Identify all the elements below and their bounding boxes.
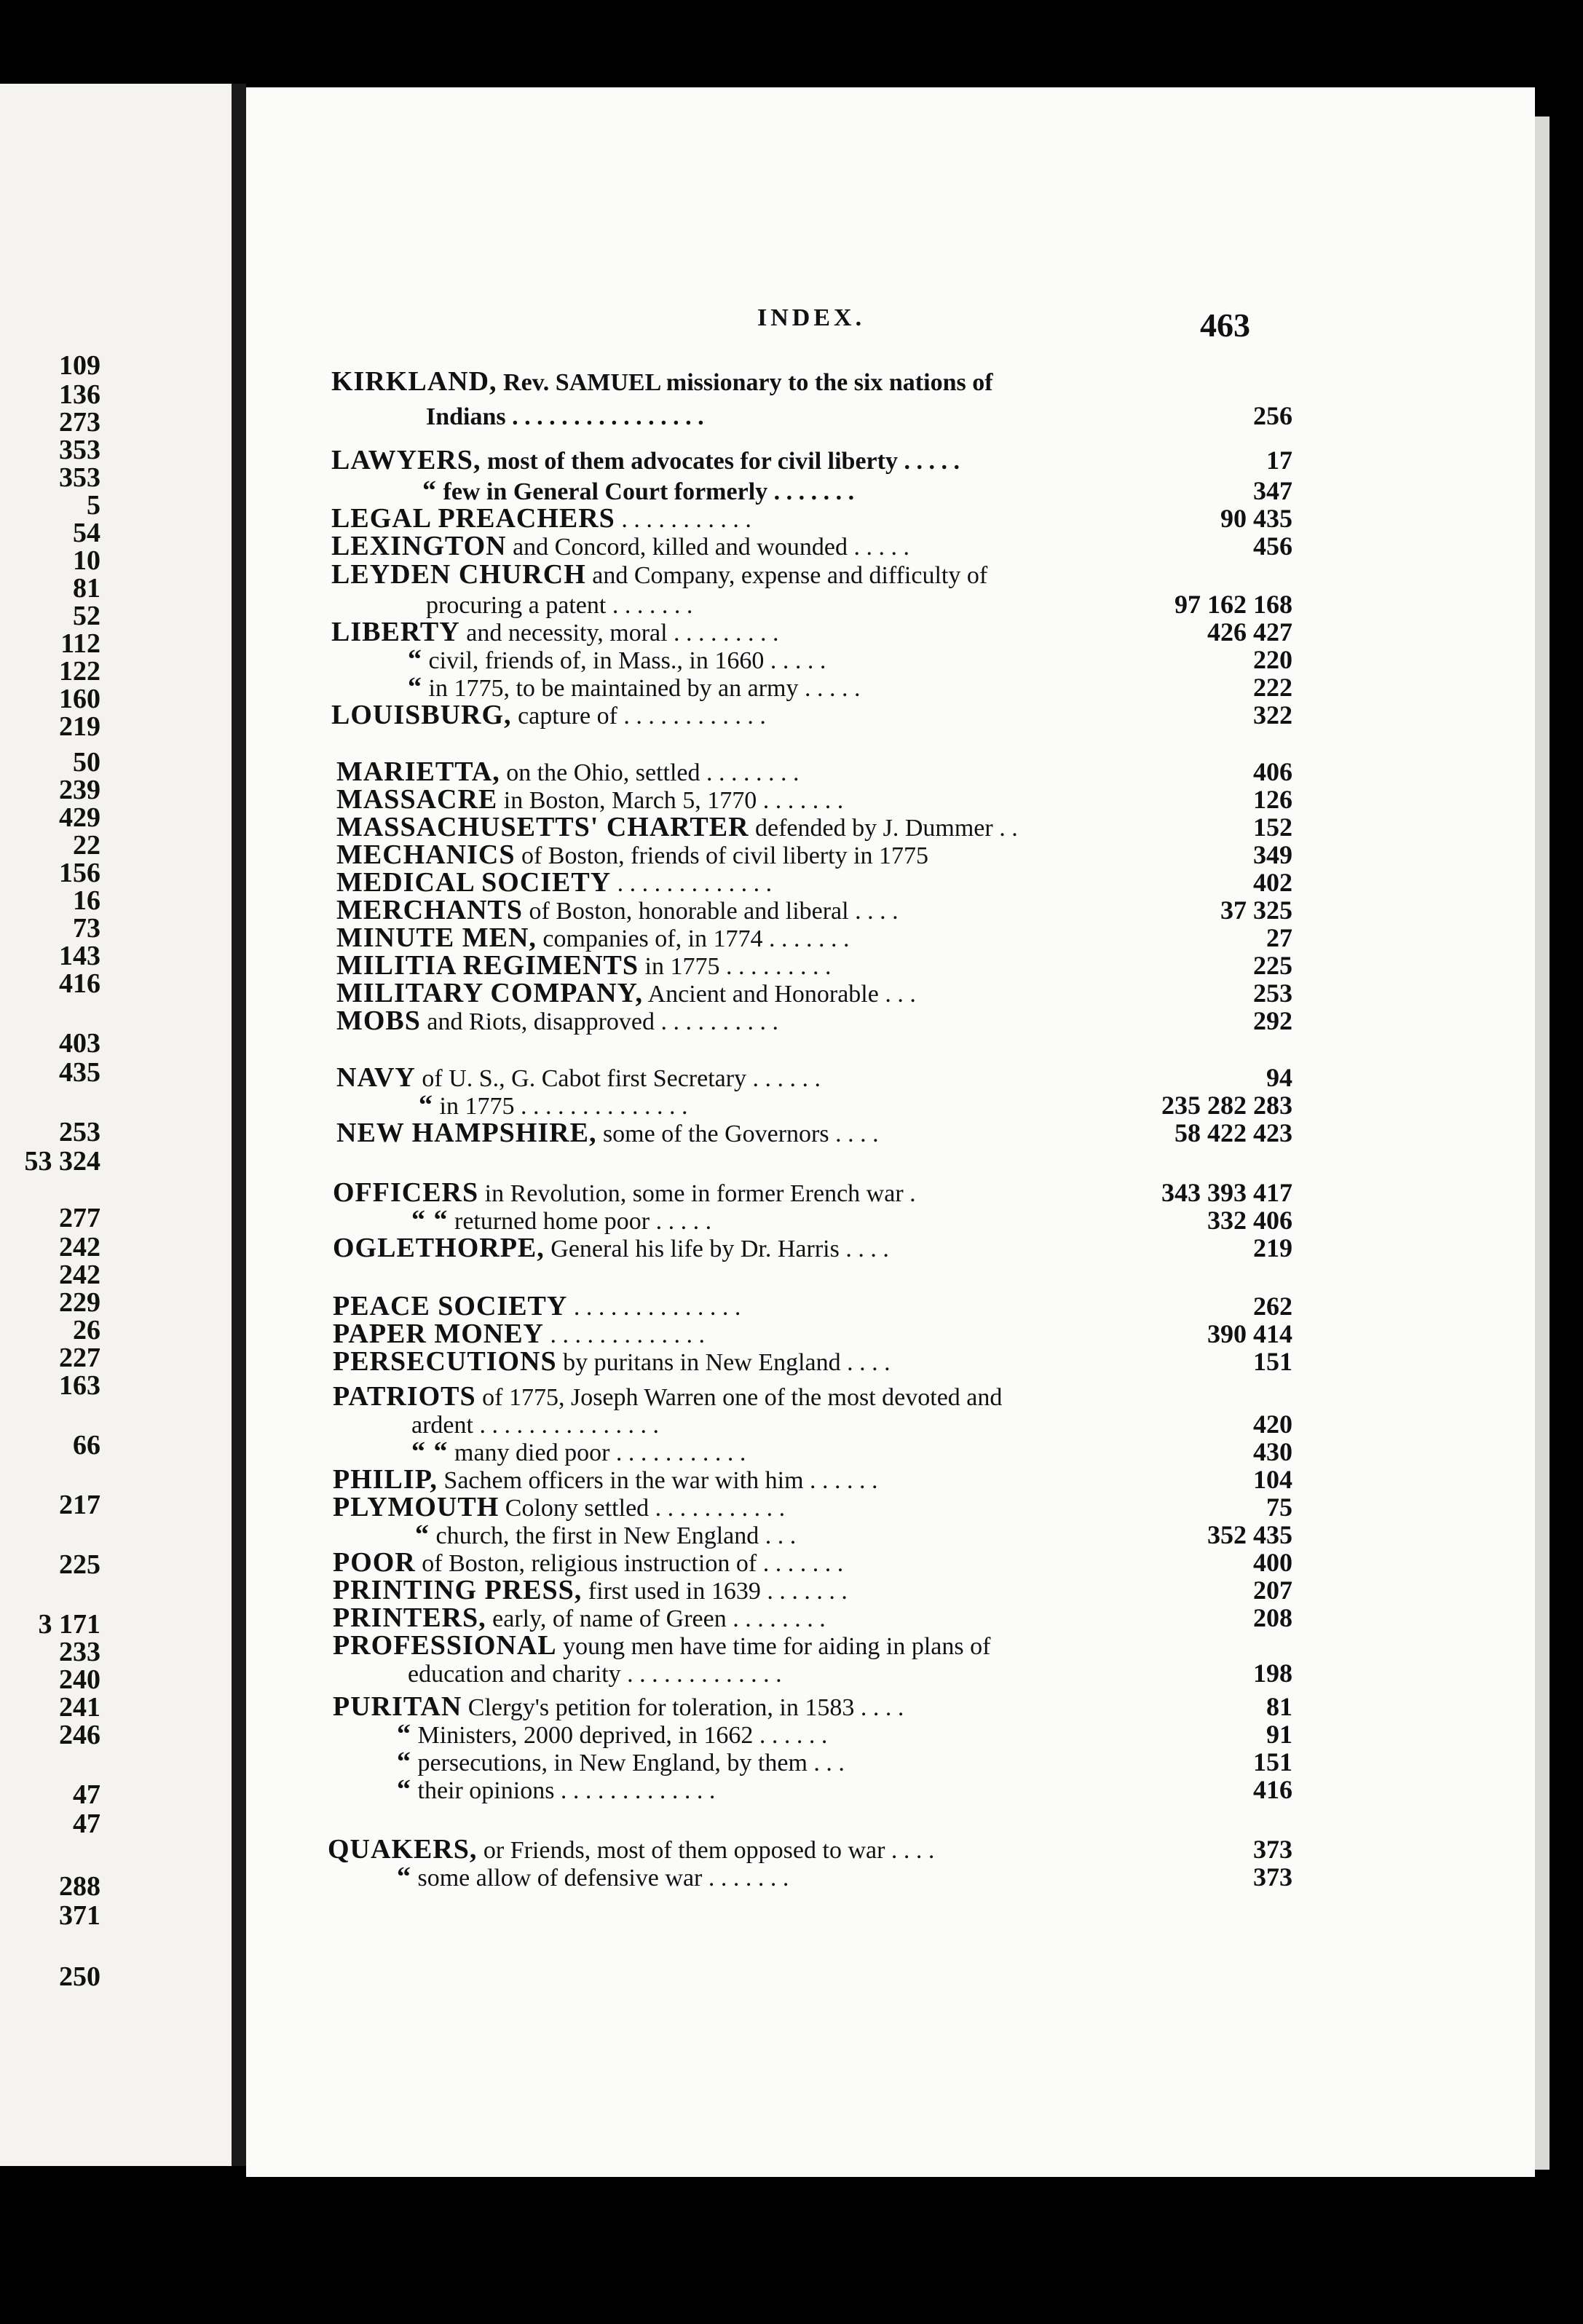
left-page-number: 22: [73, 830, 100, 861]
entry-pages: 235 282 283: [1161, 1091, 1292, 1120]
entry-description: Ancient and Honorable . . .: [643, 981, 916, 1008]
left-page-number: 217: [59, 1490, 100, 1520]
left-page-number: 66: [73, 1430, 100, 1461]
entry-description: of Boston, honorable and liberal . . . .: [523, 898, 899, 925]
left-page-number: 353: [59, 462, 100, 493]
entry-description: in 1775, to be maintained by an army . . . . .: [422, 675, 861, 702]
index-entry: [397, 1859, 1292, 1896]
left-page-number: 50: [73, 747, 100, 778]
entry-description: Clergy's petition for toleration, in 1583 . . . .: [462, 1694, 904, 1721]
left-page-number: 227: [59, 1343, 100, 1373]
entry-heading: PAPER MONEY: [333, 1319, 544, 1349]
entry-description: church, the first in New England . . .: [430, 1522, 797, 1549]
entry-heading: MERCHANTS: [336, 895, 524, 925]
entry-description: Indians . . . . . . . . . . . . . . . .: [426, 403, 704, 430]
left-page-number: 112: [60, 628, 100, 659]
entry-description: ardent . . . . . . . . . . . . . . .: [411, 1412, 659, 1439]
left-page-number: 16: [73, 885, 100, 916]
left-page-number: 122: [59, 656, 100, 687]
entry-heading: LEGAL PREACHERS: [331, 503, 615, 534]
entry-pages: 426 427: [1207, 617, 1292, 647]
entry-pages: 90 435: [1220, 504, 1292, 533]
left-page-number: 353: [59, 435, 100, 465]
entry-heading: LAWYERS,: [331, 445, 481, 475]
entry-heading: MASSACHUSETTS' CHARTER: [336, 812, 749, 842]
entry-heading: QUAKERS,: [328, 1834, 478, 1865]
entry-description: . . . . . . . . . . . . . .: [567, 1294, 741, 1321]
entry-description: . . . . . . . . . . . . .: [611, 870, 773, 897]
entry-pages: 81: [1266, 1692, 1292, 1721]
entry-heading: PRINTERS,: [333, 1602, 486, 1633]
left-page-number: 371: [59, 1900, 100, 1931]
entry-description: defended by J. Dummer . .: [749, 815, 1018, 842]
left-page-number: 10: [73, 545, 100, 576]
left-page-number: 54: [73, 518, 100, 548]
entry-heading: “: [408, 672, 422, 703]
entry-heading: PHILIP,: [333, 1464, 438, 1495]
left-page-number: 26: [73, 1315, 100, 1345]
left-page-number: 5: [87, 490, 100, 521]
entry-description: . . . . . . . . . . . . .: [544, 1321, 705, 1348]
entry-pages: 17: [1266, 446, 1292, 475]
entry-heading: “: [397, 1719, 411, 1750]
entry-description: and Company, expense and difficulty of: [585, 562, 988, 589]
left-page-number: 47: [73, 1809, 100, 1839]
entry-pages: 256: [1253, 401, 1292, 430]
entry-pages: 292: [1253, 1006, 1292, 1035]
entry-heading: MILITARY COMPANY,: [336, 978, 643, 1008]
entry-heading: MOBS: [336, 1005, 421, 1036]
entry-description: on the Ohio, settled . . . . . . . .: [500, 759, 800, 786]
entry-description: and Concord, killed and wounded . . . . .: [506, 534, 909, 561]
entry-description: most of them advocates for civil liberty . . . . .: [481, 448, 960, 475]
entry-pages: 219: [1253, 1233, 1292, 1262]
left-page-number: 109: [59, 350, 100, 381]
entry-pages: 390 414: [1207, 1319, 1292, 1348]
entry-heading: LEYDEN CHURCH: [331, 559, 586, 590]
entry-heading: OGLETHORPE,: [333, 1233, 545, 1263]
entry-pages: 91: [1266, 1720, 1292, 1749]
left-page-number: 156: [59, 858, 100, 888]
entry-description: in Revolution, some in former Erench war .: [478, 1180, 916, 1207]
entry-description: young men have time for aiding in plans of: [556, 1633, 991, 1660]
left-page-number: 160: [59, 684, 100, 714]
entry-heading: PURITAN: [333, 1691, 462, 1722]
left-page-number: 53 324: [24, 1146, 100, 1177]
entry-heading: “: [415, 1519, 430, 1550]
left-page-number: 250: [59, 1961, 100, 1992]
entry-pages: 151: [1253, 1347, 1292, 1376]
entry-heading: “ “: [411, 1205, 449, 1236]
left-page-number: 242: [59, 1260, 100, 1290]
index-entry: [331, 697, 1292, 734]
entry-heading: PLYMOUTH: [333, 1492, 500, 1522]
entry-heading: PERSECUTIONS: [333, 1346, 557, 1377]
left-page-number: 143: [59, 941, 100, 971]
entry-heading: LEXINGTON: [331, 531, 507, 561]
entry-description: returned home poor . . . . .: [448, 1208, 712, 1235]
left-page-number: 288: [59, 1871, 100, 1902]
entry-pages: 253: [1253, 979, 1292, 1008]
entry-description: in 1775 . . . . . . . . .: [639, 953, 832, 980]
entry-description: civil, friends of, in Mass., in 1660 . . . . .: [422, 647, 826, 674]
entry-heading: NAVY: [336, 1062, 416, 1093]
entry-heading: OFFICERS: [333, 1177, 479, 1208]
entry-description: early, of name of Green . . . . . . . .: [486, 1605, 826, 1632]
left-page-fragment: [0, 84, 232, 2166]
entry-heading: PEACE SOCIETY: [333, 1291, 568, 1321]
entry-description: or Friends, most of them opposed to war . . . .: [477, 1837, 935, 1864]
entry-pages: 373: [1253, 1835, 1292, 1864]
left-page-number: 47: [73, 1779, 100, 1810]
entry-pages: 373: [1253, 1862, 1292, 1892]
entry-pages: 126: [1253, 785, 1292, 814]
entry-pages: 262: [1253, 1292, 1292, 1321]
entry-pages: 58 422 423: [1175, 1118, 1292, 1147]
entry-pages: 332 406: [1207, 1206, 1292, 1235]
entry-description: their opinions . . . . . . . . . . . . .: [411, 1777, 716, 1804]
entry-description: many died poor . . . . . . . . . . .: [448, 1439, 746, 1466]
entry-description: . . . . . . . . . . .: [615, 506, 751, 533]
left-page-number: 225: [59, 1549, 100, 1580]
entry-pages: 420: [1253, 1410, 1292, 1439]
left-page-number: 136: [59, 379, 100, 410]
entry-pages: 430: [1253, 1437, 1292, 1466]
entry-heading: PATRIOTS: [333, 1381, 476, 1412]
entry-pages: 94: [1266, 1063, 1292, 1092]
entry-description: and necessity, moral . . . . . . . . .: [459, 620, 779, 647]
entry-heading: “: [397, 1862, 411, 1892]
entry-pages: 97 162 168: [1175, 590, 1292, 619]
left-page-number: 52: [73, 601, 100, 631]
entry-description: capture of . . . . . . . . . . . .: [511, 703, 766, 730]
entry-heading: MASSACRE: [336, 784, 498, 815]
index-entry: [333, 1344, 1292, 1380]
entry-heading: PRINTING PRESS,: [333, 1575, 583, 1605]
entry-description: by puritans in New England . . . .: [556, 1349, 891, 1376]
book-gutter: [232, 84, 246, 2166]
entry-description: Sachem officers in the war with him . . . . . .: [437, 1467, 878, 1494]
entry-pages: 406: [1253, 757, 1292, 786]
entry-description: companies of, in 1774 . . . . . . .: [536, 925, 850, 952]
entry-heading: PROFESSIONAL: [333, 1630, 557, 1661]
page-edge: [1535, 116, 1550, 2170]
entry-pages: 416: [1253, 1775, 1292, 1804]
entry-pages: 343 393 417: [1161, 1178, 1292, 1207]
index-entry: [333, 1230, 1292, 1267]
entry-heading: LIBERTY: [331, 617, 460, 647]
entry-description: of Boston, religious instruction of . . . . . . .: [415, 1550, 844, 1577]
left-page-number: 253: [59, 1117, 100, 1147]
left-page-number: 239: [59, 775, 100, 805]
left-page-number: 429: [59, 802, 100, 833]
entry-heading: MECHANICS: [336, 839, 516, 870]
entry-pages: 198: [1253, 1659, 1292, 1688]
entry-pages: 347: [1253, 476, 1292, 505]
left-page-number: 242: [59, 1232, 100, 1262]
entry-pages: 151: [1253, 1747, 1292, 1776]
left-page-number: 273: [59, 407, 100, 438]
entry-description: and Riots, disapproved . . . . . . . . . .: [420, 1008, 778, 1035]
entry-pages: 152: [1253, 813, 1292, 842]
entry-description: in 1775 . . . . . . . . . . . . . .: [433, 1093, 688, 1120]
left-page-number: 240: [59, 1664, 100, 1695]
entry-description: some allow of defensive war . . . . . . .: [411, 1865, 789, 1892]
entry-heading: “: [422, 475, 437, 506]
entry-heading: KIRKLAND,: [331, 366, 497, 397]
left-page-number: 229: [59, 1287, 100, 1318]
page-number: 463: [1200, 307, 1250, 344]
left-page-number: 246: [59, 1720, 100, 1750]
entry-description: of 1775, Joseph Warren one of the most devoted and: [475, 1384, 1003, 1411]
entry-pages: 222: [1253, 673, 1292, 702]
entry-description: of U. S., G. Cabot first Secretary . . . . . .: [415, 1065, 821, 1092]
left-page-number: 416: [59, 968, 100, 999]
entry-description: procuring a patent . . . . . . .: [426, 592, 693, 619]
entry-description: few in General Court formerly . . . . . . .: [437, 478, 855, 505]
entry-pages: 225: [1253, 951, 1292, 980]
left-page-number: 435: [59, 1057, 100, 1088]
index-entry: [426, 398, 1292, 435]
index-entry: [331, 364, 1292, 400]
entry-pages: 400: [1253, 1548, 1292, 1577]
left-page-number: 241: [59, 1692, 100, 1723]
entry-heading: “ “: [411, 1436, 449, 1467]
entry-pages: 37 325: [1220, 896, 1292, 925]
entry-heading: NEW HAMPSHIRE,: [336, 1118, 597, 1148]
entry-description: Rev. SAMUEL missionary to the six nations of: [497, 369, 993, 396]
entry-description: in Boston, March 5, 1770 . . . . . . .: [497, 787, 844, 814]
entry-pages: 75: [1266, 1493, 1292, 1522]
entry-description: some of the Governors . . . .: [596, 1120, 879, 1147]
entry-heading: MILITIA REGIMENTS: [336, 950, 639, 981]
entry-description: education and charity . . . . . . . . . . . . .: [408, 1661, 782, 1688]
index-entry: [336, 1003, 1292, 1040]
entry-description: first used in 1639 . . . . . . .: [582, 1578, 848, 1605]
entry-heading: MARIETTA,: [336, 756, 500, 787]
left-page-number: 219: [59, 711, 100, 742]
entry-pages: 349: [1253, 840, 1292, 869]
left-page-number: 73: [73, 913, 100, 944]
index-entry: [397, 1772, 1292, 1809]
entry-description: General his life by Dr. Harris . . . .: [544, 1236, 889, 1262]
entry-pages: 104: [1253, 1465, 1292, 1494]
left-page-number: 233: [59, 1637, 100, 1667]
entry-pages: 207: [1253, 1576, 1292, 1605]
entry-heading: MINUTE MEN,: [336, 922, 537, 953]
entry-heading: MEDICAL SOCIETY: [336, 867, 612, 898]
running-header: INDEX.: [757, 304, 866, 331]
entry-heading: “: [397, 1774, 411, 1805]
left-page-number: 403: [59, 1028, 100, 1059]
entry-heading: “: [408, 644, 422, 675]
entry-pages: 27: [1266, 923, 1292, 952]
entry-pages: 208: [1253, 1603, 1292, 1632]
entry-pages: 456: [1253, 531, 1292, 561]
entry-description: of Boston, friends of civil liberty in 1775: [515, 842, 929, 869]
entry-pages: 220: [1253, 645, 1292, 674]
entry-description: persecutions, in New England, by them . . .: [411, 1750, 845, 1776]
index-entry: [336, 1115, 1292, 1152]
left-page-number: 81: [73, 573, 100, 604]
entry-description: Colony settled . . . . . . . . . . .: [499, 1495, 786, 1522]
entry-heading: LOUISBURG,: [331, 700, 512, 730]
entry-description: Ministers, 2000 deprived, in 1662 . . . . . .: [411, 1722, 828, 1749]
entry-heading: “: [419, 1090, 433, 1120]
entry-pages: 322: [1253, 700, 1292, 730]
left-page-number: 277: [59, 1203, 100, 1233]
entry-pages: 352 435: [1207, 1520, 1292, 1549]
entry-heading: “: [397, 1747, 411, 1777]
entry-pages: 402: [1253, 868, 1292, 897]
left-page-number: 163: [59, 1370, 100, 1401]
left-page-number: 3 171: [38, 1609, 100, 1640]
entry-heading: POOR: [333, 1547, 416, 1578]
index-entry: [408, 1656, 1292, 1692]
